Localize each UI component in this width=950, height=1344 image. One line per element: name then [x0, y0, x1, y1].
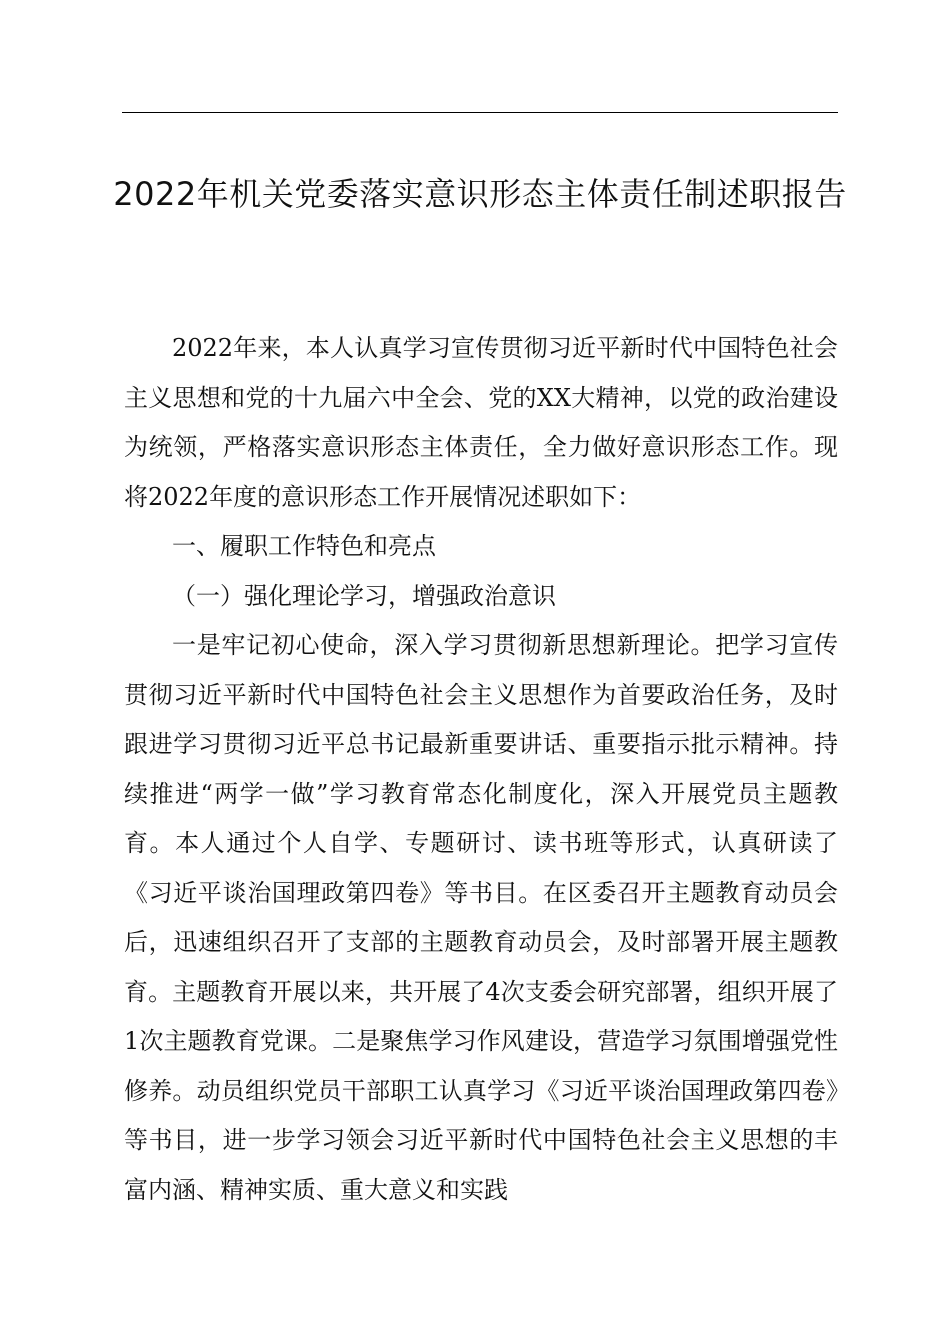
- header-rule: [122, 112, 838, 113]
- intro-paragraph: 2022年来，本人认真学习宣传贯彻习近平新时代中国特色社会主义思想和党的十九届六中全会、党的XX大精神，以党的政治建设为统领，严格落实意识形态主体责任，全力做好意识形态工作。现将2022年度的意识形态工作开展情况述职如下：: [124, 334, 838, 511]
- document-title: 2022年机关党委落实意识形态主体责任制述职报告: [113, 175, 847, 213]
- document-body: [124, 324, 838, 1215]
- section-heading: 一、履职工作特色和亮点: [172, 532, 436, 560]
- subsection-heading: （一）强化理论学习，增强政治意识: [172, 581, 556, 610]
- body-paragraph: 一是牢记初心使命，深入学习贯彻新思想新理论。把学习宣传贯彻习近平新时代中国特色社会主义思想作为首要政治任务，及时跟进学习贯彻习近平总书记最新重要讲话、重要指示批示精神。持续推进“两学一做”学习教育常态化制度化，深入开展党员主题教育。本人通过个人自学、专题研讨、读书班等形式，认真研读了《习近平谈治国理政第四卷》等书目。在区委召开主题教育动员会后，迅速组织召开了支部的主题教育动员会，及时部署开展主题教育。主题教育开展以来，共开展了4次支委会研究部署，组织开展了1次主题教育党课。二是聚焦学习作风建设，营造学习氛围增强党性修养。动员组织党员干部职工认真学习《习近平谈治国理政第四卷》等书目，进一步学习领会习近平新时代中国特色社会主义思想的丰富内涵、精神实质、重大意义和实践: [124, 631, 838, 1204]
